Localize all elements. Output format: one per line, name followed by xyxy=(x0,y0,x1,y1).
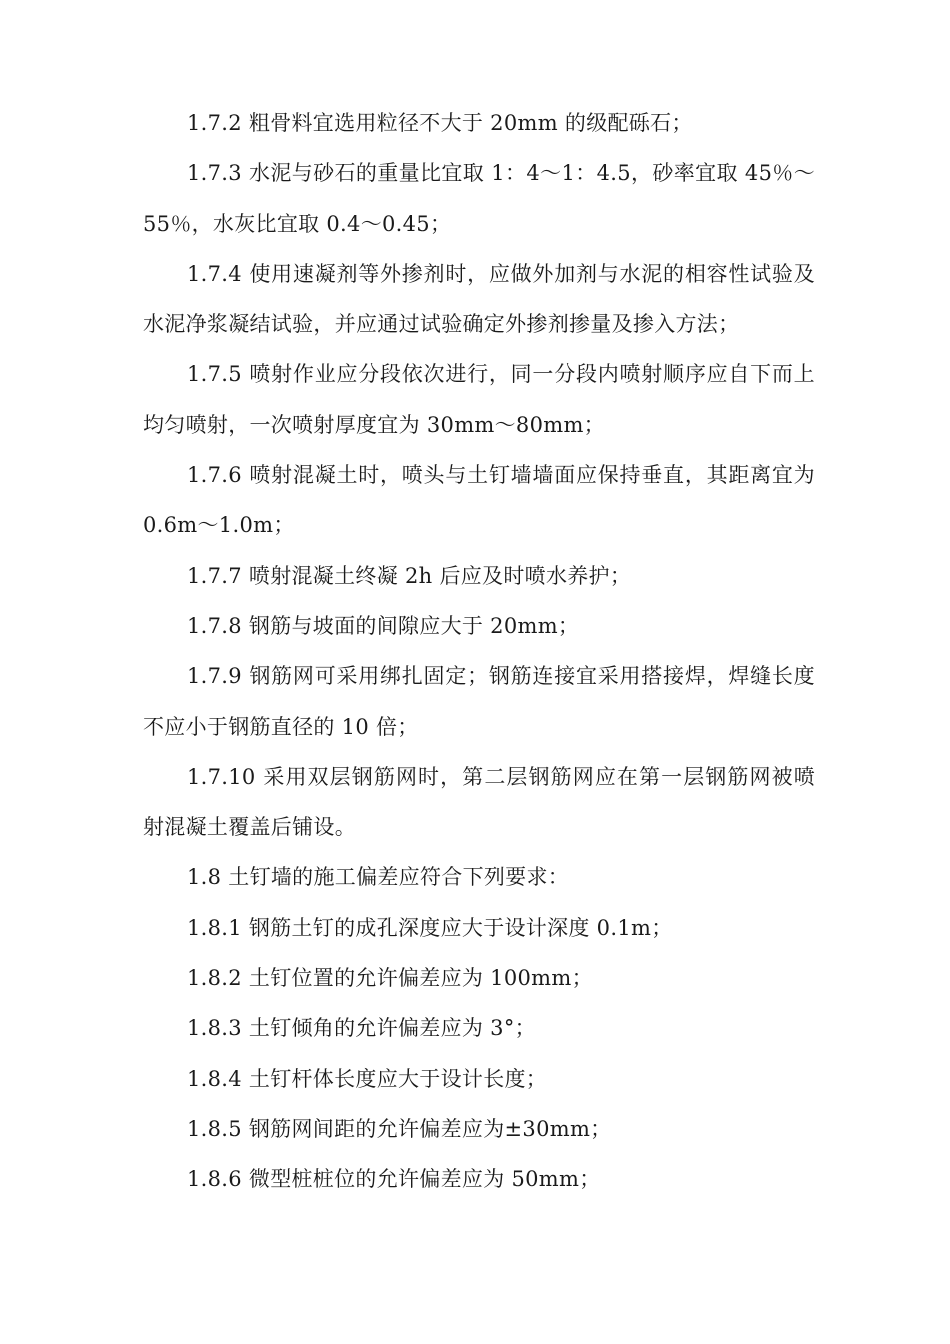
paragraph-1-8-6: 1.8.6 微型桩桩位的允许偏差应为 50mm； xyxy=(187,1167,601,1192)
paragraph-1-8-2: 1.8.2 土钉位置的允许偏差应为 100mm； xyxy=(187,966,593,991)
paragraph-1-7-3: 1.7.3 水泥与砂石的重量比宜取 1：4～1：4.5，砂率宜取 45％～55％，水灰比宜取 0.4～0.45； xyxy=(143,161,815,236)
paragraph-1-8-3: 1.8.3 土钉倾角的允许偏差应为 3°； xyxy=(187,1016,536,1041)
paragraph-1-8-4: 1.8.4 土钉杆体长度应大于设计长度； xyxy=(187,1066,548,1091)
paragraph-1-8: 1.8 土钉墙的施工偏差应符合下列要求： xyxy=(187,865,570,890)
paragraph-1-7-9: 1.7.9 钢筋网可采用绑扎固定；钢筋连接宜采用搭接焊，焊缝长度不应小于钢筋直径的 10 倍； xyxy=(143,664,815,739)
paragraph-1-8-1: 1.8.1 钢筋土钉的成孔深度应大于设计深度 0.1m； xyxy=(187,915,673,940)
paragraph-1-7-4: 1.7.4 使用速凝剂等外掺剂时，应做外加剂与水泥的相容性试验及水泥净浆凝结试验，并应通过试验确定外掺剂掺量及掺入方法； xyxy=(143,261,815,337)
paragraph-1-8-5: 1.8.5 钢筋网间距的允许偏差应为±30mm； xyxy=(187,1116,612,1141)
paragraph-1-7-5: 1.7.5 喷射作业应分段依次进行，同一分段内喷射顺序应自下而上均匀喷射，一次喷射厚度宜为 30mm～80mm； xyxy=(143,362,815,437)
paragraph-1-7-6: 1.7.6 喷射混凝土时，喷头与土钉墙墙面应保持垂直，其距离宜为 0.6m～1.0m； xyxy=(143,463,815,538)
paragraph-1-7-7: 1.7.7 喷射混凝土终凝 2h 后应及时喷水养护； xyxy=(187,563,632,588)
paragraph-1-7-2: 1.7.2 粗骨料宜选用粒径不大于 20mm 的级配砾石； xyxy=(187,111,693,135)
document-body xyxy=(143,98,815,1205)
paragraph-1-7-8: 1.7.8 钢筋与坡面的间隙应大于 20mm； xyxy=(187,613,580,638)
paragraph-1-7-10: 1.7.10 采用双层钢筋网时，第二层钢筋网应在第一层钢筋网被喷射混凝土覆盖后铺设。 xyxy=(143,764,815,840)
